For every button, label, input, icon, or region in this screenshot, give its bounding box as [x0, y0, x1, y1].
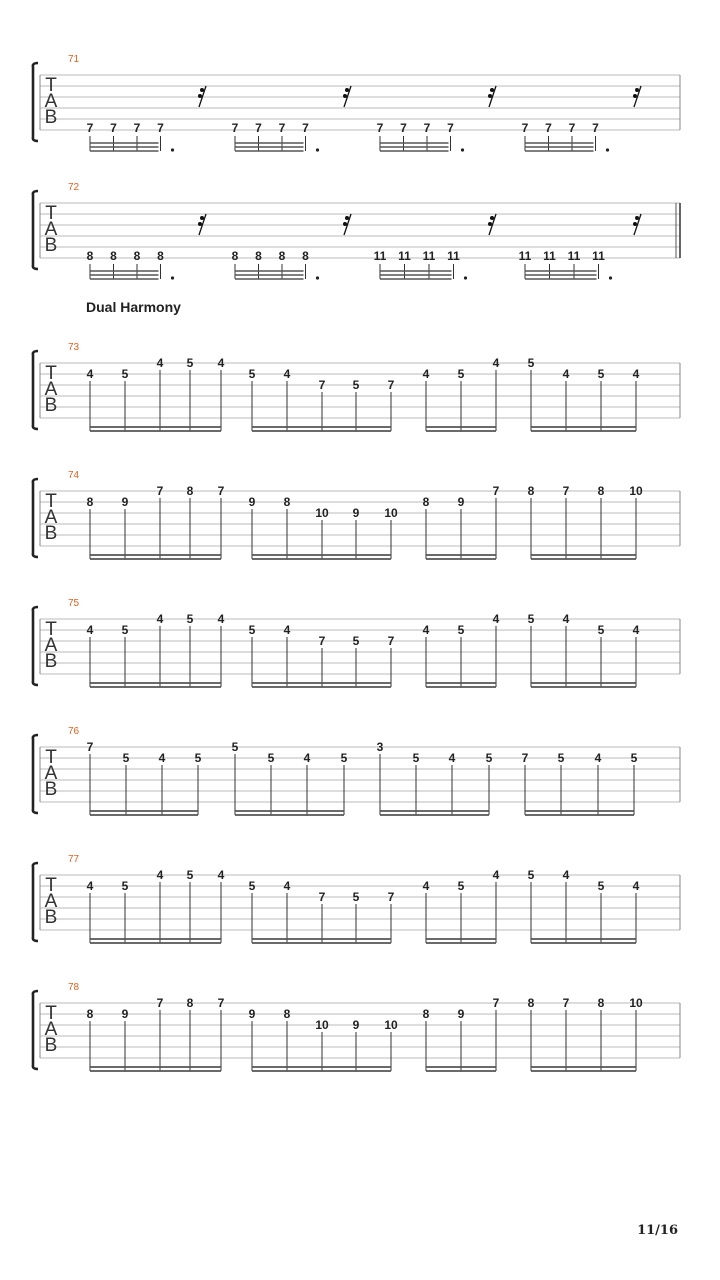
- dot: [171, 148, 174, 151]
- fret-number: 8: [157, 249, 164, 263]
- fret-number: 5: [267, 751, 275, 765]
- system-bracket: [33, 863, 38, 941]
- measure-number: 77: [68, 854, 80, 865]
- tab-letter-a: A: [44, 91, 58, 112]
- measure-number: 76: [68, 726, 80, 737]
- fret-number: 8: [86, 249, 94, 263]
- fret-number: 5: [248, 623, 256, 637]
- tab-letter-t: T: [45, 1003, 57, 1024]
- fret-number: 9: [352, 506, 360, 520]
- tab-letter-a: A: [44, 507, 58, 528]
- fret-number: 5: [527, 612, 535, 626]
- fret-number: 7: [400, 121, 407, 135]
- measure-number: 73: [68, 342, 80, 353]
- fret-number: 10: [384, 1018, 398, 1032]
- fret-number: 7: [217, 996, 225, 1010]
- fret-number: 7: [447, 121, 454, 135]
- fret-number: 5: [231, 740, 239, 754]
- tab-letter-a: A: [44, 379, 58, 400]
- fret-number: 7: [492, 484, 500, 498]
- fret-number: 4: [156, 868, 164, 882]
- fret-number: 4: [86, 623, 94, 637]
- system-bracket: [33, 735, 38, 813]
- tab-letter-t: T: [45, 619, 57, 640]
- fret-number: 10: [629, 996, 643, 1010]
- tab-letter-b: B: [44, 651, 58, 672]
- fret-number: 9: [121, 495, 129, 509]
- tab-letter-a: A: [44, 1019, 58, 1040]
- tab-letter-b: B: [44, 1035, 58, 1056]
- fret-number: 7: [156, 996, 164, 1010]
- rest-flag-dot: [488, 222, 492, 226]
- rest-flag-dot: [635, 88, 639, 92]
- rest-flag-dot: [490, 216, 494, 220]
- tab-letter-t: T: [45, 875, 57, 896]
- tab-letter-a: A: [44, 763, 58, 784]
- fret-number: 4: [632, 367, 640, 381]
- fret-number: 5: [485, 751, 493, 765]
- tab-system: [33, 299, 680, 431]
- fret-number: 11: [447, 249, 460, 263]
- measure-number: 78: [68, 982, 80, 993]
- rest-flag-dot: [200, 216, 204, 220]
- fret-number: 4: [632, 879, 640, 893]
- fret-number: 9: [457, 1007, 465, 1021]
- fret-number: 7: [492, 996, 500, 1010]
- fret-number: 4: [562, 612, 570, 626]
- fret-number: 5: [121, 623, 129, 637]
- fret-number: 7: [423, 121, 431, 135]
- tab-system: [33, 598, 680, 687]
- fret-number: 7: [562, 484, 570, 498]
- fret-number: 4: [283, 623, 291, 637]
- fret-number: 7: [545, 121, 552, 135]
- system-bracket: [33, 991, 38, 1069]
- system-bracket: [33, 63, 38, 141]
- tab-letter-b: B: [44, 523, 58, 544]
- system-bracket: [33, 479, 38, 557]
- fret-number: 5: [186, 612, 194, 626]
- rest-flag-dot: [633, 222, 637, 226]
- fret-number: 9: [121, 1007, 129, 1021]
- fret-number: 4: [86, 367, 94, 381]
- fret-number: 8: [231, 249, 239, 263]
- fret-number: 7: [521, 751, 529, 765]
- fret-number: 7: [521, 121, 529, 135]
- fret-number: 5: [457, 367, 465, 381]
- fret-number: 8: [255, 249, 262, 263]
- rest-flag-dot: [345, 216, 349, 220]
- fret-number: 5: [630, 751, 638, 765]
- fret-number: 7: [133, 121, 141, 135]
- fret-number: 5: [597, 367, 605, 381]
- fret-number: 7: [255, 121, 262, 135]
- fret-number: 7: [387, 634, 395, 648]
- fret-number: 11: [567, 249, 581, 263]
- fret-number: 5: [597, 623, 605, 637]
- system-bracket: [33, 607, 38, 685]
- system-bracket: [33, 191, 38, 269]
- fret-number: 4: [562, 868, 570, 882]
- rest-flag-dot: [345, 88, 349, 92]
- fret-number: 8: [283, 1007, 291, 1021]
- fret-number: 9: [248, 1007, 256, 1021]
- tab-letter-b: B: [44, 907, 58, 928]
- fret-number: 9: [248, 495, 256, 509]
- fret-number: 4: [594, 751, 602, 765]
- fret-number: 4: [492, 356, 500, 370]
- fret-number: 7: [318, 890, 326, 904]
- fret-number: 4: [492, 612, 500, 626]
- fret-number: 8: [527, 484, 535, 498]
- fret-number: 4: [303, 751, 311, 765]
- fret-number: 4: [632, 623, 640, 637]
- fret-number: 7: [217, 484, 225, 498]
- fret-number: 8: [597, 484, 605, 498]
- fret-number: 8: [86, 1007, 94, 1021]
- fret-number: 4: [562, 367, 570, 381]
- fret-number: 7: [387, 890, 395, 904]
- dot: [316, 276, 319, 279]
- fret-number: 3: [376, 740, 384, 754]
- tab-letter-t: T: [45, 75, 57, 96]
- fret-number: 5: [352, 890, 360, 904]
- fret-number: 5: [527, 868, 535, 882]
- fret-number: 5: [121, 879, 129, 893]
- fret-number: 10: [629, 484, 643, 498]
- fret-number: 4: [422, 367, 430, 381]
- fret-number: 5: [248, 879, 256, 893]
- tab-letter-t: T: [45, 747, 57, 768]
- fret-number: 5: [352, 378, 360, 392]
- fret-number: 7: [156, 484, 164, 498]
- fret-number: 4: [86, 879, 94, 893]
- fret-number: 4: [217, 868, 225, 882]
- tab-letter-a: A: [44, 891, 58, 912]
- fret-number: 11: [518, 249, 532, 263]
- tab-letter-b: B: [44, 779, 58, 800]
- fret-number: 5: [122, 751, 130, 765]
- rest-flag-dot: [198, 94, 202, 98]
- fret-number: 9: [457, 495, 465, 509]
- section-title: Dual Harmony: [86, 299, 181, 315]
- rest-flag-dot: [343, 222, 347, 226]
- fret-number: 5: [457, 879, 465, 893]
- fret-number: 7: [86, 740, 94, 754]
- fret-number: 9: [352, 1018, 360, 1032]
- measure-number: 71: [68, 54, 80, 65]
- dot: [461, 148, 464, 151]
- fret-number: 4: [283, 879, 291, 893]
- tab-system: [33, 854, 680, 943]
- fret-number: 5: [527, 356, 535, 370]
- rest-flag-dot: [633, 94, 637, 98]
- rest-flag-dot: [488, 94, 492, 98]
- fret-number: 5: [186, 868, 194, 882]
- fret-number: 10: [384, 506, 398, 520]
- fret-number: 7: [318, 378, 326, 392]
- tab-systems: [33, 54, 680, 1071]
- dot: [609, 276, 612, 279]
- fret-number: 8: [133, 249, 141, 263]
- dot: [464, 276, 467, 279]
- fret-number: 7: [110, 121, 117, 135]
- fret-number: 8: [278, 249, 286, 263]
- fret-number: 10: [315, 506, 329, 520]
- fret-number: 8: [86, 495, 94, 509]
- fret-number: 5: [457, 623, 465, 637]
- dot: [316, 148, 319, 151]
- fret-number: 8: [422, 1007, 430, 1021]
- measure-number: 72: [68, 182, 80, 193]
- fret-number: 8: [110, 249, 117, 263]
- fret-number: 4: [422, 623, 430, 637]
- fret-number: 11: [373, 249, 387, 263]
- rest-flag-dot: [198, 222, 202, 226]
- tab-letter-t: T: [45, 203, 57, 224]
- fret-number: 8: [186, 996, 194, 1010]
- tab-system: [33, 182, 680, 280]
- tab-letter-b: B: [44, 107, 58, 128]
- fret-number: 4: [492, 868, 500, 882]
- fret-number: 7: [562, 996, 570, 1010]
- tab-letter-t: T: [45, 491, 57, 512]
- dot: [171, 276, 174, 279]
- fret-number: 8: [422, 495, 430, 509]
- fret-number: 4: [156, 356, 164, 370]
- tab-system: [33, 982, 680, 1071]
- fret-number: 8: [302, 249, 309, 263]
- fret-number: 5: [121, 367, 129, 381]
- fret-number: 5: [352, 634, 360, 648]
- fret-number: 11: [543, 249, 556, 263]
- fret-number: 5: [340, 751, 348, 765]
- fret-number: 4: [217, 356, 225, 370]
- fret-number: 7: [157, 121, 164, 135]
- fret-number: 4: [283, 367, 291, 381]
- fret-number: 5: [248, 367, 256, 381]
- rest-flag-dot: [200, 88, 204, 92]
- fret-number: 8: [186, 484, 194, 498]
- tab-system: [33, 470, 680, 559]
- system-bracket: [33, 351, 38, 429]
- fret-number: 4: [158, 751, 166, 765]
- fret-number: 5: [412, 751, 420, 765]
- fret-number: 4: [217, 612, 225, 626]
- rest-flag-dot: [635, 216, 639, 220]
- page-number: 11/16: [637, 1223, 678, 1238]
- fret-number: 8: [283, 495, 291, 509]
- fret-number: 7: [318, 634, 326, 648]
- fret-number: 5: [186, 356, 194, 370]
- dot: [606, 148, 609, 151]
- tab-letter-b: B: [44, 235, 58, 256]
- fret-number: 10: [315, 1018, 329, 1032]
- measure-number: 75: [68, 598, 80, 609]
- fret-number: 5: [194, 751, 202, 765]
- fret-number: 4: [448, 751, 456, 765]
- fret-number: 7: [86, 121, 94, 135]
- fret-number: 7: [568, 121, 576, 135]
- tab-letter-b: B: [44, 395, 58, 416]
- fret-number: 11: [422, 249, 436, 263]
- fret-number: 5: [557, 751, 565, 765]
- tab-system: [33, 726, 680, 815]
- fret-number: 7: [231, 121, 239, 135]
- rest-flag-dot: [490, 88, 494, 92]
- tab-letter-a: A: [44, 219, 58, 240]
- fret-number: 7: [278, 121, 286, 135]
- fret-number: 4: [422, 879, 430, 893]
- fret-number: 7: [592, 121, 599, 135]
- rest-flag-dot: [343, 94, 347, 98]
- tab-system: [33, 54, 680, 152]
- fret-number: 11: [398, 249, 411, 263]
- fret-number: 7: [302, 121, 309, 135]
- measure-number: 74: [68, 470, 80, 481]
- fret-number: 4: [156, 612, 164, 626]
- fret-number: 8: [527, 996, 535, 1010]
- fret-number: 5: [597, 879, 605, 893]
- fret-number: 7: [387, 378, 395, 392]
- tab-letter-t: T: [45, 363, 57, 384]
- fret-number: 7: [376, 121, 384, 135]
- tab-letter-a: A: [44, 635, 58, 656]
- fret-number: 11: [592, 249, 605, 263]
- fret-number: 8: [597, 996, 605, 1010]
